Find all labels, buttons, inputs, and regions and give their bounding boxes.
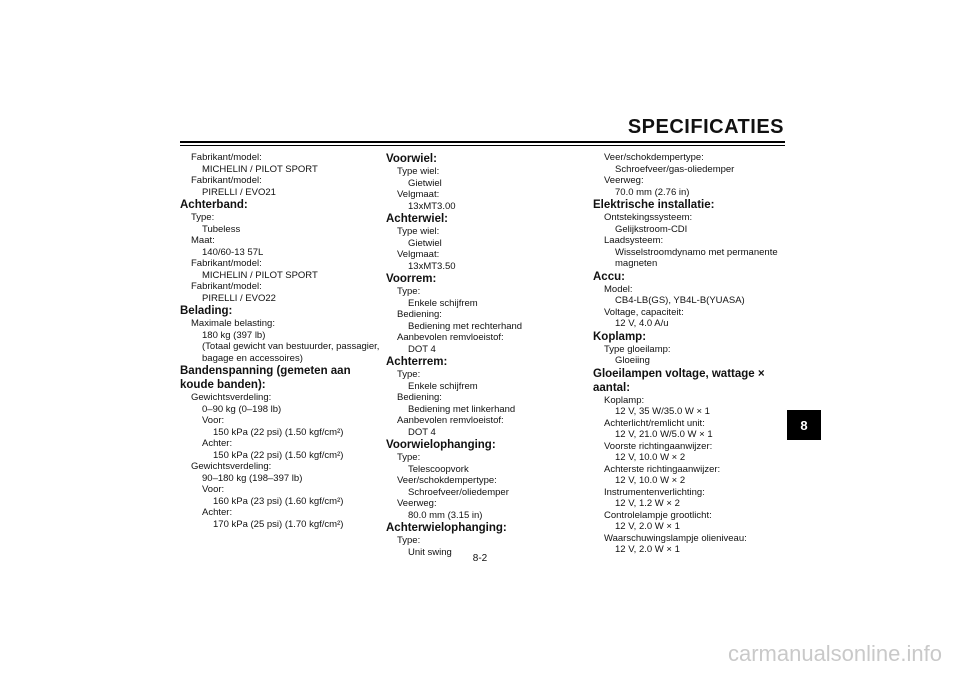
section-heading: Voorrem: <box>386 273 437 285</box>
spec-value: 180 kg (397 lb) <box>202 329 266 341</box>
spec-label: Model: <box>604 283 633 295</box>
spec-label: Bediening: <box>397 392 442 403</box>
spec-label: Type: <box>397 286 421 297</box>
spec-value: 12 V, 10.0 W × 2 <box>615 475 686 486</box>
spec-value: 12 V, 35 W/35.0 W × 1 <box>615 406 710 417</box>
section-heading: Gloeilampen voltage, wattage × aantal: <box>593 367 765 394</box>
spec-label: Type: <box>397 535 421 546</box>
page-title: SPECIFICATIES <box>627 116 784 138</box>
spec-label: Achterste richtingaanwijzer: <box>604 463 721 475</box>
spec-label: Fabrikant/model: <box>191 152 262 163</box>
spec-label: Type: <box>397 369 421 380</box>
header-rule-thin <box>180 145 785 146</box>
spec-value: Telescoopvork <box>408 463 469 475</box>
spec-value: 13xMT3.00 <box>408 200 456 212</box>
spec-label: Voltage, capaciteit: <box>604 306 684 318</box>
section-heading: Achterwielophanging: <box>386 522 507 534</box>
spec-value: Tubeless <box>202 223 241 235</box>
spec-value: 12 V, 2.0 W × 1 <box>615 521 680 532</box>
spec-label: Bediening: <box>397 309 442 320</box>
spec-label: Veer/schokdempertype: <box>397 475 497 486</box>
section-heading: Bandenspanning (gemeten aan koude banden): <box>180 365 351 391</box>
spec-label: Waarschuwingslampje olieniveau: <box>604 532 747 544</box>
spec-value: Wisselstroomdynamo met permanente <box>615 246 778 258</box>
spec-label: Gewichtsverdeling: <box>191 461 272 472</box>
spec-value: 170 kPa (25 psi) (1.70 kgf/cm²) <box>213 518 344 530</box>
spec-value: (Totaal gewicht van bestuurder, passagier, <box>202 341 380 352</box>
spec-value: MICHELIN / PILOT SPORT <box>202 163 318 175</box>
spec-value: Schroefveer/oliedemper <box>408 486 509 498</box>
section-heading: Elektrische installatie: <box>593 199 715 211</box>
spec-label: Veerweg: <box>397 498 437 509</box>
spec-value: PIRELLI / EVO22 <box>202 292 276 304</box>
header-rule-thick <box>180 141 785 143</box>
spec-label: Maximale belasting: <box>191 318 275 329</box>
spec-label: Type gloeilamp: <box>604 343 671 355</box>
spec-label: Veer/schokdempertype: <box>604 152 704 163</box>
section-heading: Voorwielophanging: <box>386 439 496 451</box>
spec-value: Schroefveer/gas-oliedemper <box>615 163 735 175</box>
section-heading: Achterwiel: <box>386 213 448 225</box>
spec-value: Achter: <box>202 507 233 518</box>
spec-value: 70.0 mm (2.76 in) <box>615 186 690 198</box>
spec-value: 12 V, 4.0 A/u <box>615 318 669 329</box>
spec-value: DOT 4 <box>408 426 436 438</box>
spec-value: 12 V, 1.2 W × 2 <box>615 498 680 509</box>
section-heading: Belading: <box>180 305 233 317</box>
spec-label: Laadsysteem: <box>604 235 664 246</box>
spec-value: Enkele schijfrem <box>408 297 478 309</box>
spec-label: Type: <box>191 212 215 223</box>
spec-label: Aanbevolen remvloeistof: <box>397 415 504 426</box>
spec-value: 12 V, 2.0 W × 1 <box>615 544 680 555</box>
spec-value: Gietwiel <box>408 237 442 249</box>
spec-value: Voor: <box>202 484 225 495</box>
spec-label: Type: <box>397 452 421 463</box>
spec-value: DOT 4 <box>408 343 436 355</box>
spec-label: Gewichtsverdeling: <box>191 392 272 403</box>
spec-value: magneten <box>615 258 658 269</box>
spec-value: 13xMT3.50 <box>408 260 456 272</box>
spec-value: bagage en accessoires) <box>202 352 303 364</box>
section-heading: Accu: <box>593 270 625 283</box>
spec-label: Velgmaat: <box>397 189 440 200</box>
spec-value: 150 kPa (22 psi) (1.50 kgf/cm²) <box>213 426 344 438</box>
spec-column-2 <box>386 152 591 558</box>
spec-label: Instrumentenverlichting: <box>604 486 705 498</box>
spec-label: Fabrikant/model: <box>191 175 262 186</box>
spec-value: Gloeiing <box>615 355 650 366</box>
spec-label: Controlelampje grootlicht: <box>604 509 712 521</box>
spec-value: CB4-LB(GS), YB4L-B(YUASA) <box>615 295 745 306</box>
spec-label: Type wiel: <box>397 226 440 237</box>
spec-value: PIRELLI / EVO21 <box>202 186 276 198</box>
section-heading: Voorwiel: <box>386 153 437 165</box>
spec-value: Gietwiel <box>408 177 442 189</box>
spec-value: 12 V, 21.0 W/5.0 W × 1 <box>615 429 713 440</box>
spec-value: 150 kPa (22 psi) (1.50 kgf/cm²) <box>213 449 344 461</box>
spec-value: Unit swing <box>408 546 452 558</box>
spec-value: Gelijkstroom-CDI <box>615 223 688 235</box>
spec-value: 80.0 mm (3.15 in) <box>408 509 483 521</box>
spec-label: Fabrikant/model: <box>191 258 262 269</box>
section-heading: Koplamp: <box>593 330 647 343</box>
section-heading: Achterband: <box>180 199 248 211</box>
spec-value: Enkele schijfrem <box>408 380 478 392</box>
spec-label: Achterlicht/remlicht unit: <box>604 417 705 429</box>
spec-label: Aanbevolen remvloeistof: <box>397 332 504 343</box>
spec-value: 0–90 kg (0–198 lb) <box>202 403 282 415</box>
spec-label: Koplamp: <box>604 394 645 406</box>
spec-value: MICHELIN / PILOT SPORT <box>202 269 318 281</box>
spec-value: Bediening met rechterhand <box>408 320 523 332</box>
spec-label: Veerweg: <box>604 175 644 186</box>
spec-label: Voorste richtingaanwijzer: <box>604 440 713 452</box>
spec-value: Bediening met linkerhand <box>408 403 516 415</box>
spec-label: Velgmaat: <box>397 249 440 260</box>
spec-value: 90–180 kg (198–397 lb) <box>202 472 303 484</box>
spec-value: 12 V, 10.0 W × 2 <box>615 452 686 463</box>
chapter-tab[interactable]: 8 <box>787 410 821 440</box>
spec-value: 160 kPa (23 psi) (1.60 kgf/cm²) <box>213 495 344 507</box>
spec-value: Voor: <box>202 415 225 426</box>
section-heading: Achterrem: <box>386 356 448 368</box>
spec-label: Maat: <box>191 235 215 246</box>
spec-label: Type wiel: <box>397 166 440 177</box>
spec-column-3 <box>593 152 798 556</box>
page-number: 8-2 <box>472 553 488 564</box>
spec-column-1 <box>180 152 385 530</box>
spec-value: Achter: <box>202 438 233 449</box>
spec-label: Ontstekingssysteem: <box>604 212 693 223</box>
spec-value: 140/60-13 57L <box>202 246 264 258</box>
watermark: carmanualsonline.info <box>727 641 942 666</box>
spec-label: Fabrikant/model: <box>191 281 262 292</box>
